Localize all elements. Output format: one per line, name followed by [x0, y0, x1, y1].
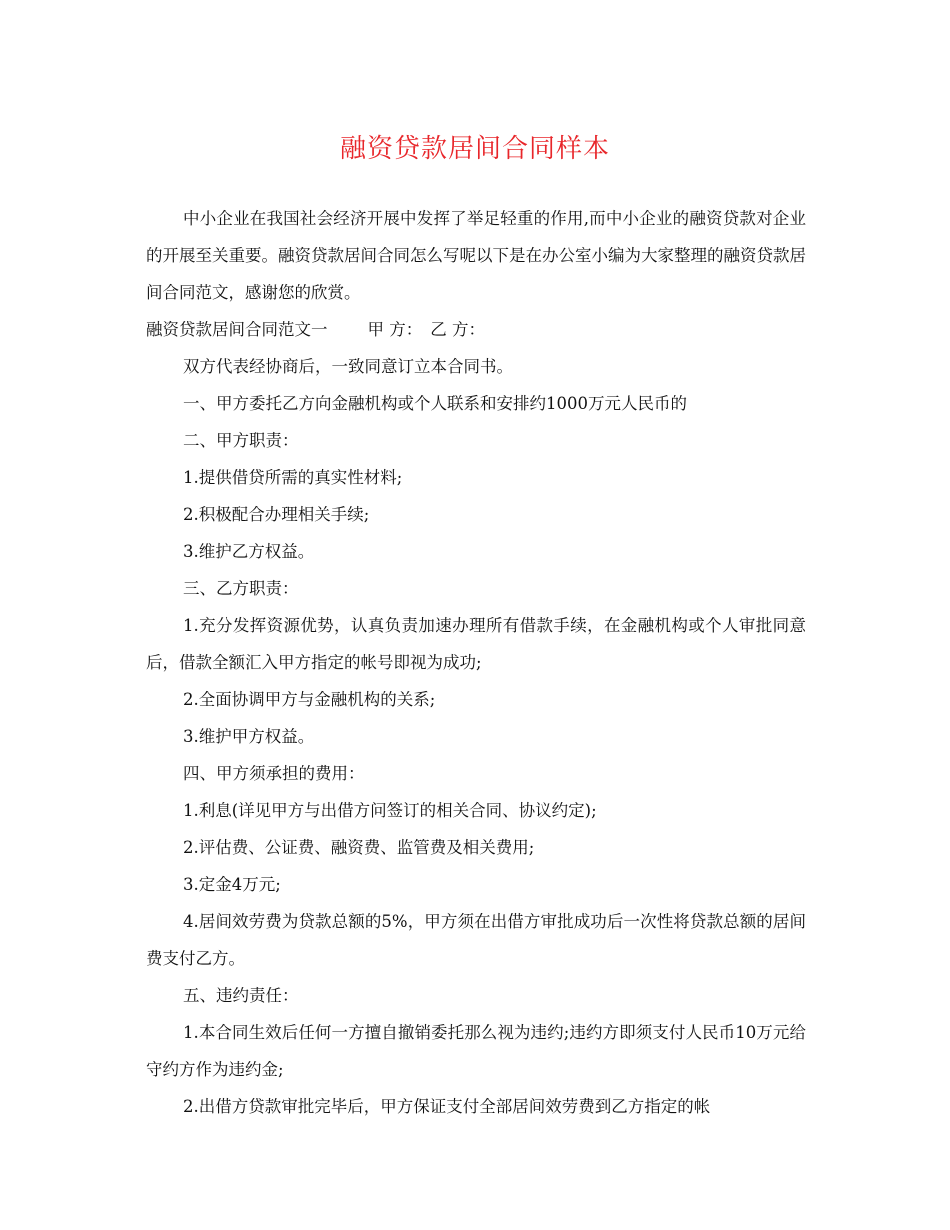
paragraph: 一、甲方委托乙方向金融机构或个人联系和安排约1000万元人民币的 — [183, 394, 687, 413]
party-a-label: 甲 方： — [367, 320, 423, 339]
list-item: 4.居间效劳费为贷款总额的5%，甲方须在出借方审批成功后一次性将贷款总额的居间费支付乙方。 — [146, 912, 806, 968]
document-title: 融资贷款居间合同样本 — [339, 134, 610, 164]
list-item: 1.利息(详见甲方与出借方问签订的相关合同、协议约定); — [183, 801, 597, 820]
document-body — [146, 200, 806, 1125]
section-heading: 四、甲方须承担的费用： — [183, 764, 365, 783]
section-heading: 二、甲方职责： — [183, 431, 299, 450]
list-item: 2.出借方贷款审批完毕后，甲方保证支付全部居间效劳费到乙方指定的帐 — [183, 1097, 711, 1116]
list-item: 3.定金4万元; — [183, 875, 281, 894]
list-item: 2.积极配合办理相关手续; — [183, 505, 370, 524]
list-item: 1.本合同生效后任何一方擅自撤销委托那么视为违约;违约方即须支付人民币10万元给守约方作为违约金; — [146, 1023, 806, 1079]
sample-heading: 融资贷款居间合同范文一 — [146, 320, 328, 339]
list-item: 1.充分发挥资源优势，认真负责加速办理所有借款手续，在金融机构或个人审批同意后，借款全额汇入甲方指定的帐号即视为成功; — [146, 616, 806, 672]
list-item: 2.全面协调甲方与金融机构的关系; — [183, 690, 436, 709]
section-heading: 五、违约责任： — [183, 986, 299, 1005]
list-item: 3.维护甲方权益。 — [183, 727, 315, 746]
sample-heading-line — [146, 311, 806, 348]
intro-paragraph: 中小企业在我国社会经济开展中发挥了举足轻重的作用,而中小企业的融资贷款对企业的开展至关重要。融资贷款居间合同怎么写呢以下是在办公室小编为大家整理的融资贷款居间合同范文，感谢您的欣赏。 — [146, 209, 806, 302]
list-item: 1.提供借贷所需的真实性材料; — [183, 468, 403, 487]
list-item: 3.维护乙方权益。 — [183, 542, 315, 561]
paragraph: 双方代表经协商后，一致同意订立本合同书。 — [183, 357, 513, 376]
list-item: 2.评估费、公证费、融资费、监管费及相关费用; — [183, 838, 535, 857]
party-b-label: 乙 方： — [430, 320, 485, 339]
section-heading: 三、乙方职责： — [183, 579, 299, 598]
